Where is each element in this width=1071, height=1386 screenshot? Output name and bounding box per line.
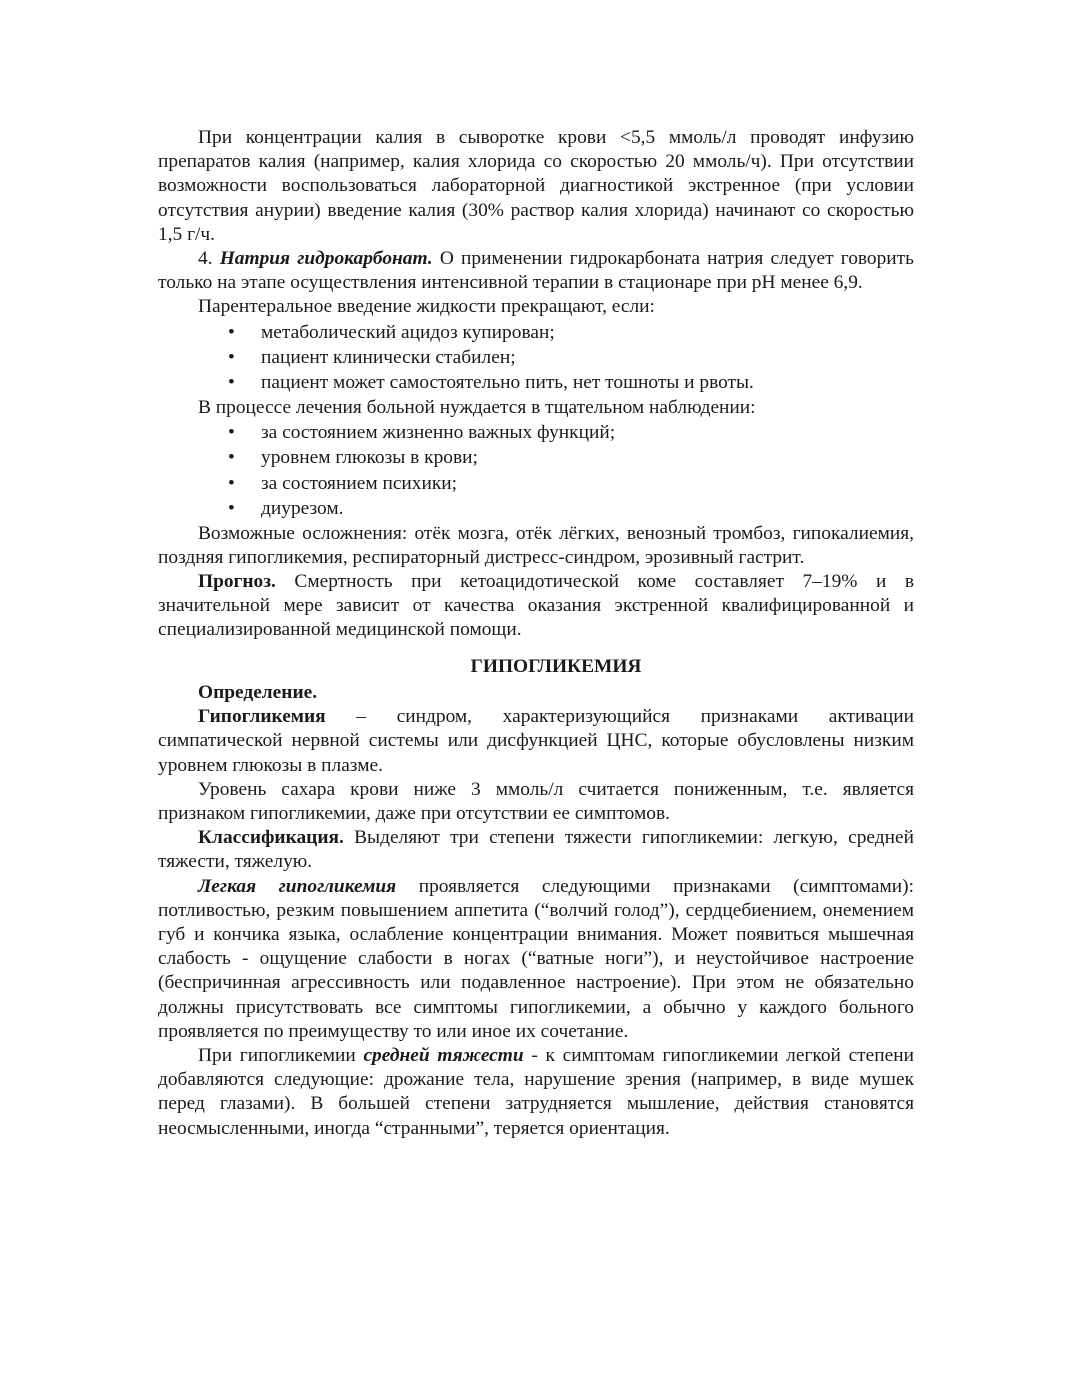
- paragraph-mild-hypoglycemia: Легкая гипогликемия проявляется следующими признаками (симптомами): потливостью, резким повышением аппетита (“волчий голод”), сердцебиением, онемением губ и кончика языка, ослабление концентрации внимания. Может появиться мышечная слабость - ощущение слабости в ногах (“ватные ноги”), и неустойчивое настроение (беспричинная агрессивность или подавленное настроение). При этом не обязательно должны присутствовать все симптомы гипогликемии, а обычно у каждого больного проявляется по преимуществу то или иное их сочетание.: [158, 875, 914, 1042]
- paragraph-blood-sugar-level: Уровень сахара крови ниже 3 ммоль/л считается пониженным, т.е. является признаком гипогликемии, даже при отсутствии ее симптомов.: [158, 778, 914, 824]
- document-page: [158, 126, 914, 1141]
- paragraph-classification: Классификация. Выделяют три степени тяжести гипогликемии: легкую, средней тяжести, тяжелую.: [158, 827, 914, 873]
- paragraph-definition-label: [158, 681, 914, 705]
- paragraph-definition: Гипогликемия – синдром, характеризующийся признаками активации симпатической нервной системы или дисфункцией ЦНС, которые обусловлены низким уровнем глюкозы в плазме.: [158, 706, 914, 776]
- paragraph-complications: Возможные осложнения: отёк мозга, отёк лёгких, венозный тромбоз, гипокалиемия, поздняя гипогликемия, респираторный дистресс-синдром, эрозивный гастрит.: [158, 522, 914, 568]
- paragraph-moderate-hypoglycemia: При гипогликемии средней тяжести - к симптомам гипогликемии легкой степени добавляются следующие: дрожание тела, нарушение зрения (например, в виде мушек перед глазами). В большей степени затрудняется мышление, действия становятся неосмысленными, иногда “странными”, теряется ориентация.: [158, 1044, 914, 1139]
- bullet-icon: •: [228, 447, 235, 469]
- list-item: • пациент может самостоятельно пить, нет тошноты и рвоты.: [158, 370, 914, 395]
- list-item: • пациент клинически стабилен;: [158, 345, 914, 370]
- bullet-icon: •: [228, 321, 235, 343]
- list-item: • диурезом.: [158, 496, 914, 521]
- paragraph-monitoring: В процессе лечения больной нуждается в тщательном наблюдении:: [198, 396, 756, 418]
- term-hypoglycemia: Гипогликемия: [198, 706, 326, 728]
- bullet-icon: •: [228, 347, 235, 369]
- term-mild-hypoglycemia: Легкая гипогликемия: [198, 875, 397, 897]
- paragraph-prognosis: Прогноз. Смертность при кетоацидотической коме составляет 7–19% и в значительной мере зависит от качества оказания экстренной квалифицированной и специализированной медицинской помощи.: [158, 571, 914, 641]
- list-item: • уровнем глюкозы в крови;: [158, 445, 914, 470]
- list-item: • метаболический ацидоз купирован;: [158, 320, 914, 345]
- bullet-icon: •: [228, 498, 235, 520]
- list-stop-criteria: [158, 320, 914, 396]
- bullet-icon: •: [228, 422, 235, 444]
- term-classification: Классификация.: [198, 827, 344, 849]
- paragraph-potassium: При концентрации калия в сыворотке крови <5,5 ммоль/л проводят инфузию препаратов калия (например, калия хлорида со скоростью 20 ммоль/ч). При отсутствии возможности воспользоваться лабораторной диагностикой экстренное (при условии отсутствия анурии) введение калия (30% раствор калия хлорида) начинают со скоростью 1,5 г/ч.: [158, 127, 914, 245]
- term-sodium-bicarbonate: Натрия гидрокарбонат.: [219, 248, 433, 270]
- paragraph-stop-fluids: Парентеральное введение жидкости прекращают, если:: [198, 296, 655, 318]
- list-item: • за состоянием жизненно важных функций;: [158, 420, 914, 445]
- term-definition: Определение.: [198, 681, 318, 703]
- bullet-icon: •: [228, 472, 235, 494]
- term-moderate-hypoglycemia: средней тяжести: [363, 1044, 524, 1066]
- list-item: • за состоянием психики;: [158, 471, 914, 496]
- paragraph-sodium-bicarbonate: 4. Натрия гидрокарбонат. О применении гидрокарбоната натрия следует говорить только на этапе осуществления интенсивной терапии в стационаре при pH менее 6,9.: [158, 248, 914, 294]
- bullet-icon: •: [228, 372, 235, 394]
- list-monitoring: [158, 420, 914, 522]
- term-prognosis: Прогноз.: [198, 571, 276, 593]
- section-title: ГИПОГЛИКЕМИЯ: [470, 655, 642, 677]
